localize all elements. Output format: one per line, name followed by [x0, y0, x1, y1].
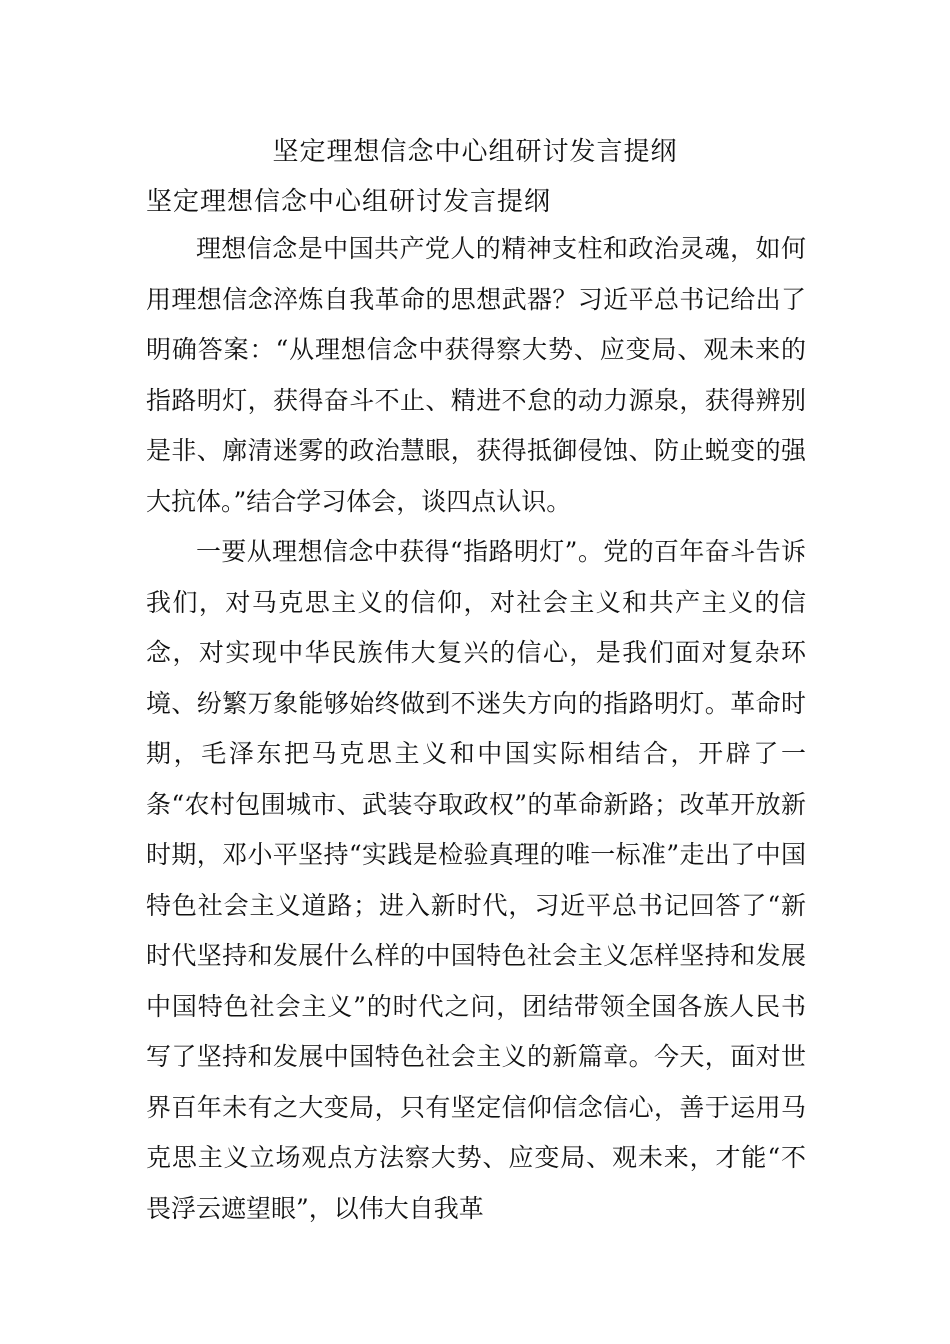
document-body [146, 224, 806, 1234]
document-title: 坚定理想信念中心组研讨发言提纲 [272, 137, 678, 167]
document-subtitle: 坚定理想信念中心组研讨发言提纲 [146, 187, 552, 217]
paragraph-intro: 理想信念是中国共产党人的精神支柱和政治灵魂，如何用理想信念淬炼自我革命的思想武器？习近平总书记给出了明确答案：“从理想信念中获得察大势、应变局、观未来的指路明灯，获得奋斗不止、精进不怠的动力源泉，获得辨别是非、廓清迷雾的政治慧眼，获得抵御侵蚀、防止蜕变的强大抗体。”结合学习体会，谈四点认识。 [146, 234, 806, 516]
paragraph-point-one: 一要从理想信念中获得“指路明灯”。党的百年奋斗告诉我们，对马克思主义的信仰，对社会主义和共产主义的信念，对实现中华民族伟大复兴的信心，是我们面对复杂环境、纷繁万象能够始终做到不迷失方向的指路明灯。革命时期，毛泽东把马克思主义和中国实际相结合，开辟了一条“农村包围城市、武装夺取政权”的革命新路；改革开放新时期，邓小平坚持“实践是检验真理的唯一标准”走出了中国特色社会主义道路；进入新时代，习近平总书记回答了“新时代坚持和发展什么样的中国特色社会主义怎样坚持和发展中国特色社会主义”的时代之问，团结带领全国各族人民书写了坚持和发展中国特色社会主义的新篇章。今天，面对世界百年未有之大变局，只有坚定信仰信念信心，善于运用马克思主义立场观点方法察大势、应变局、观未来，才能“不畏浮云遮望眼”，以伟大自我革 [146, 537, 806, 1223]
